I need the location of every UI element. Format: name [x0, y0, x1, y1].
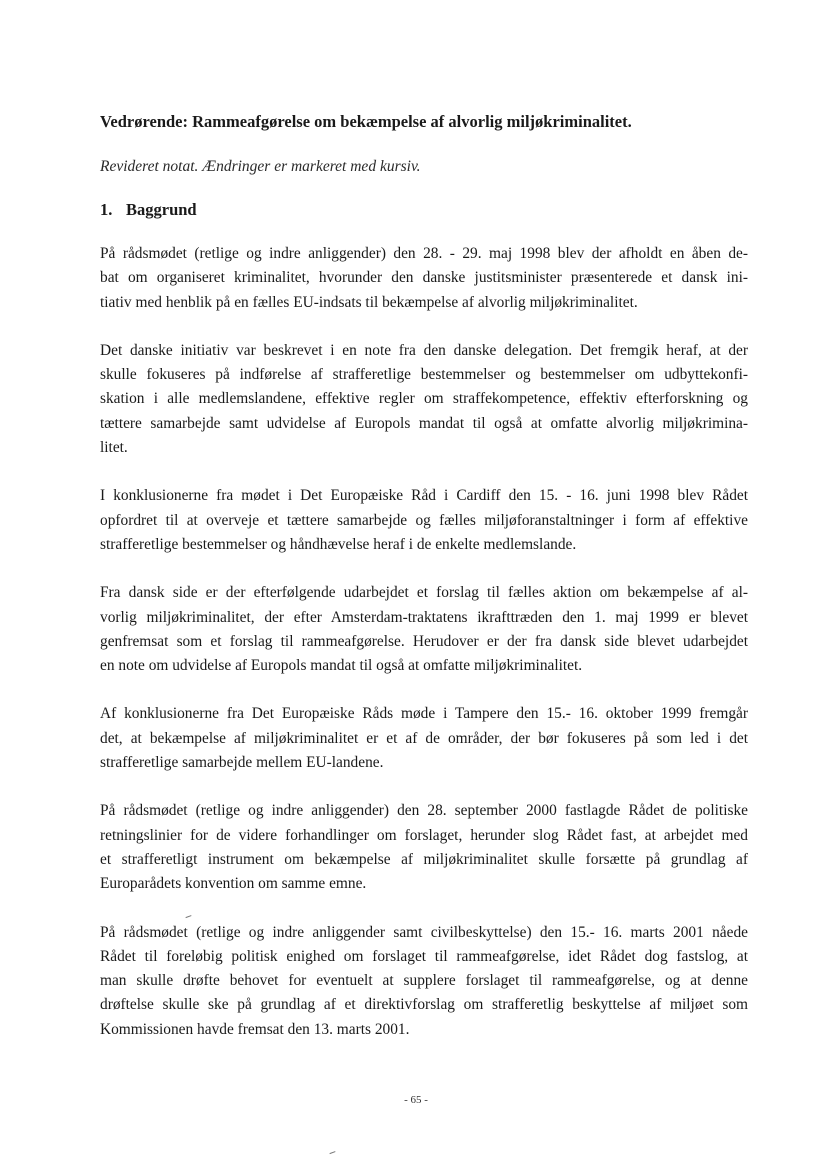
body-text [100, 242, 760, 1042]
document-page [100, 112, 760, 1066]
paragraph-line: På rådsmødet (retlige og indre anliggender samt civilbeskyttelse) den 15.- 16. marts 2001 nåede [100, 923, 748, 941]
paragraph-line: tiativ med henblik på en fælles EU-indsats til bekæmpelse af alvorlig miljøkriminalitet. [100, 293, 638, 311]
paragraph-line: Det danske initiativ var beskrevet i en note fra den danske delegation. Det fremgik heraf, at der [100, 341, 748, 359]
paragraph-line: Europarådets konvention om samme emne. [100, 875, 367, 893]
section-title: Baggrund [126, 200, 197, 219]
paragraph-line: det, at bekæmpelse af miljøkriminalitet er et af de områder, der bør fokuseres på som led i det [100, 729, 748, 747]
revision-note: Revideret notat. Ændringer er markeret med kursiv. [100, 158, 421, 175]
section-number: 1. [100, 200, 113, 219]
paragraph-line: opfordret til at overveje et tættere samarbejde og fælles miljøforanstaltninger i form af effektive [100, 511, 748, 529]
paragraph [100, 799, 760, 896]
paragraph-line: Rådet til foreløbig politisk enighed om forslaget til rammeafgørelse, idet Rådet dog fastslog, at [100, 947, 748, 965]
paragraph-line: en note om udvidelse af Europols mandat til også at omfatte miljøkriminalitet. [100, 657, 583, 675]
paragraph-line: bat om organiseret kriminalitet, hvorunder den danske justitsminister præsenterede et dansk ini- [100, 269, 748, 287]
paragraph [100, 339, 760, 460]
page-number: - 65 - [404, 1094, 428, 1106]
paragraph-line: På rådsmødet (retlige og indre anliggender) den 28. - 29. maj 1998 blev der afholdt en åben de- [100, 245, 748, 262]
scan-mark [329, 1151, 336, 1157]
paragraph-line: strafferetlige bestemmelser og håndhævelse heraf i de enkelte medlemslande. [100, 535, 577, 553]
paragraph-line: skation i alle medlemslandene, effektive regler om straffekompetence, effektiv efterforskning og [100, 390, 748, 408]
paragraph-line: skulle fokuseres på indførelse af strafferetlige bestemmelser og bestemmelser om udbyttekonfi- [100, 366, 748, 384]
paragraph-line: genfremsat som et forslag til rammeafgørelse. Herudover er der fra dansk side blevet udarbejdet [100, 632, 748, 650]
paragraph-line: litet. [100, 439, 128, 457]
paragraph-line: vorlig miljøkriminalitet, der efter Amsterdam-traktatens ikrafttræden den 1. maj 1999 er blevet [100, 608, 748, 626]
paragraph-line: tættere samarbejde samt udvidelse af Europols mandat til også at omfatte alvorlig miljøkrimina- [100, 414, 748, 432]
paragraph [100, 702, 760, 775]
section-heading [100, 200, 760, 220]
paragraph-line: I konklusionerne fra mødet i Det Europæiske Råd i Cardiff den 15. - 16. juni 1998 blev Rådet [100, 487, 748, 505]
paragraph-line: man skulle drøfte behovet for eventuelt at supplere forslaget til rammeafgørelse, og at denne [100, 972, 748, 990]
paragraph [100, 484, 760, 557]
paragraph-line: Af konklusionerne fra Det Europæiske Råds møde i Tampere den 15.- 16. oktober 1999 fremgår [100, 705, 748, 723]
paragraph-line: Fra dansk side er der efterfølgende udarbejdet et forslag til fælles aktion om bekæmpelse af al- [100, 584, 748, 602]
paragraph-line: drøftelse skulle ske på grundlag af et direktivforslag om strafferetlig beskyttelse af miljøet som [100, 996, 748, 1014]
paragraph-line: Kommissionen havde fremsat den 13. marts 2001. [100, 1020, 410, 1038]
paragraph-line: retningslinier for de videre forhandlinger om forslaget, herunder slog Rådet fast, at arbejdet med [100, 826, 748, 844]
paragraph-line: På rådsmødet (retlige og indre anliggender) den 28. september 2000 fastlagde Rådet de politiske [100, 802, 748, 820]
paragraph-line: et strafferetligt instrument om bekæmpelse af miljøkriminalitet skulle forsætte på grundlag af [100, 850, 748, 868]
paragraph-line: strafferetlige samarbejde mellem EU-landene. [100, 754, 384, 772]
paragraph [100, 242, 760, 315]
document-subject: Vedrørende: Rammeafgørelse om bekæmpelse af alvorlig miljøkriminalitet. [100, 112, 632, 131]
paragraph [100, 581, 760, 678]
paragraph [100, 921, 760, 1042]
